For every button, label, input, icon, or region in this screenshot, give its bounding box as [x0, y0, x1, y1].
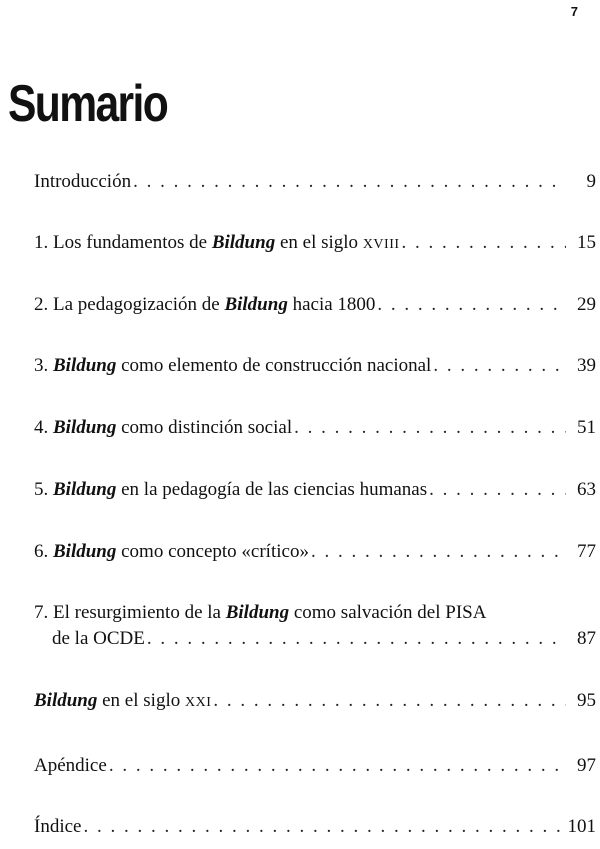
toc-entry-title: Introducción — [34, 171, 132, 192]
toc-entry-chapter-2[interactable] — [34, 294, 596, 316]
toc-entry-chapter-6[interactable] — [34, 541, 596, 563]
toc-entry-title: 7. El resurgimiento de la Bildung como salvación del PISA — [34, 602, 487, 623]
toc-entry-apendice[interactable] — [34, 755, 596, 777]
dot-leader — [83, 816, 561, 838]
toc-entry-title: 5. Bildung en la pedagogía de las ciencias humanas — [34, 479, 428, 500]
toc-entry-page: 51 — [577, 417, 596, 438]
dot-leader — [213, 690, 566, 712]
dot-leader — [429, 479, 566, 501]
toc-entry-chapter-3[interactable] — [34, 355, 596, 377]
toc-entry-page: 97 — [577, 755, 596, 776]
dot-leader — [433, 355, 566, 377]
toc-entry-page: 95 — [577, 690, 596, 711]
toc-entry-page: 29 — [577, 294, 596, 315]
toc-entry-introduccion[interactable] — [34, 171, 596, 193]
toc-entry-title: 1. Los fundamentos de Bildung en el siglo XVIII — [34, 232, 400, 253]
toc-entry-chapter-4[interactable] — [34, 417, 596, 439]
toc-entry-page: 9 — [586, 171, 596, 192]
toc-entry-title: 4. Bildung como distinción social — [34, 417, 293, 438]
page-number: 7 — [570, 4, 578, 19]
toc-entry-chapter-5[interactable] — [34, 479, 596, 501]
toc-entry-page: 15 — [577, 232, 596, 253]
toc-entry-chapter-7[interactable] — [34, 602, 596, 650]
toc-entry-title: Apéndice — [34, 755, 107, 776]
toc-entry-title: 2. La pedagogización de Bildung hacia 1800 — [34, 294, 376, 315]
toc-entry-page: 39 — [577, 355, 596, 376]
dot-leader — [109, 755, 566, 777]
toc-entry-title: Bildung en el siglo XXI — [34, 690, 212, 711]
toc-entry-page: 63 — [577, 479, 596, 500]
dot-leader — [147, 628, 566, 650]
toc-entry-indice[interactable] — [34, 816, 596, 838]
toc-entry-page: 101 — [567, 816, 596, 837]
toc-entry-page: 77 — [577, 541, 596, 562]
toc-entry-title: 6. Bildung como concepto «crítico» — [34, 541, 309, 562]
toc-entry-chapter-1[interactable] — [34, 232, 596, 256]
toc-entry-title: Índice — [34, 816, 82, 837]
page-title: Sumario — [8, 75, 168, 133]
dot-leader — [311, 541, 566, 563]
dot-leader — [377, 294, 566, 316]
toc-entry-title: 3. Bildung como elemento de construcción nacional — [34, 355, 432, 376]
toc-entry-siglo-xxi[interactable] — [34, 690, 596, 714]
dot-leader — [133, 171, 566, 193]
toc-entry-title-line2: de la OCDE — [52, 628, 145, 649]
dot-leader — [294, 417, 566, 439]
toc-entry-page: 87 — [577, 628, 596, 649]
dot-leader — [402, 232, 566, 254]
